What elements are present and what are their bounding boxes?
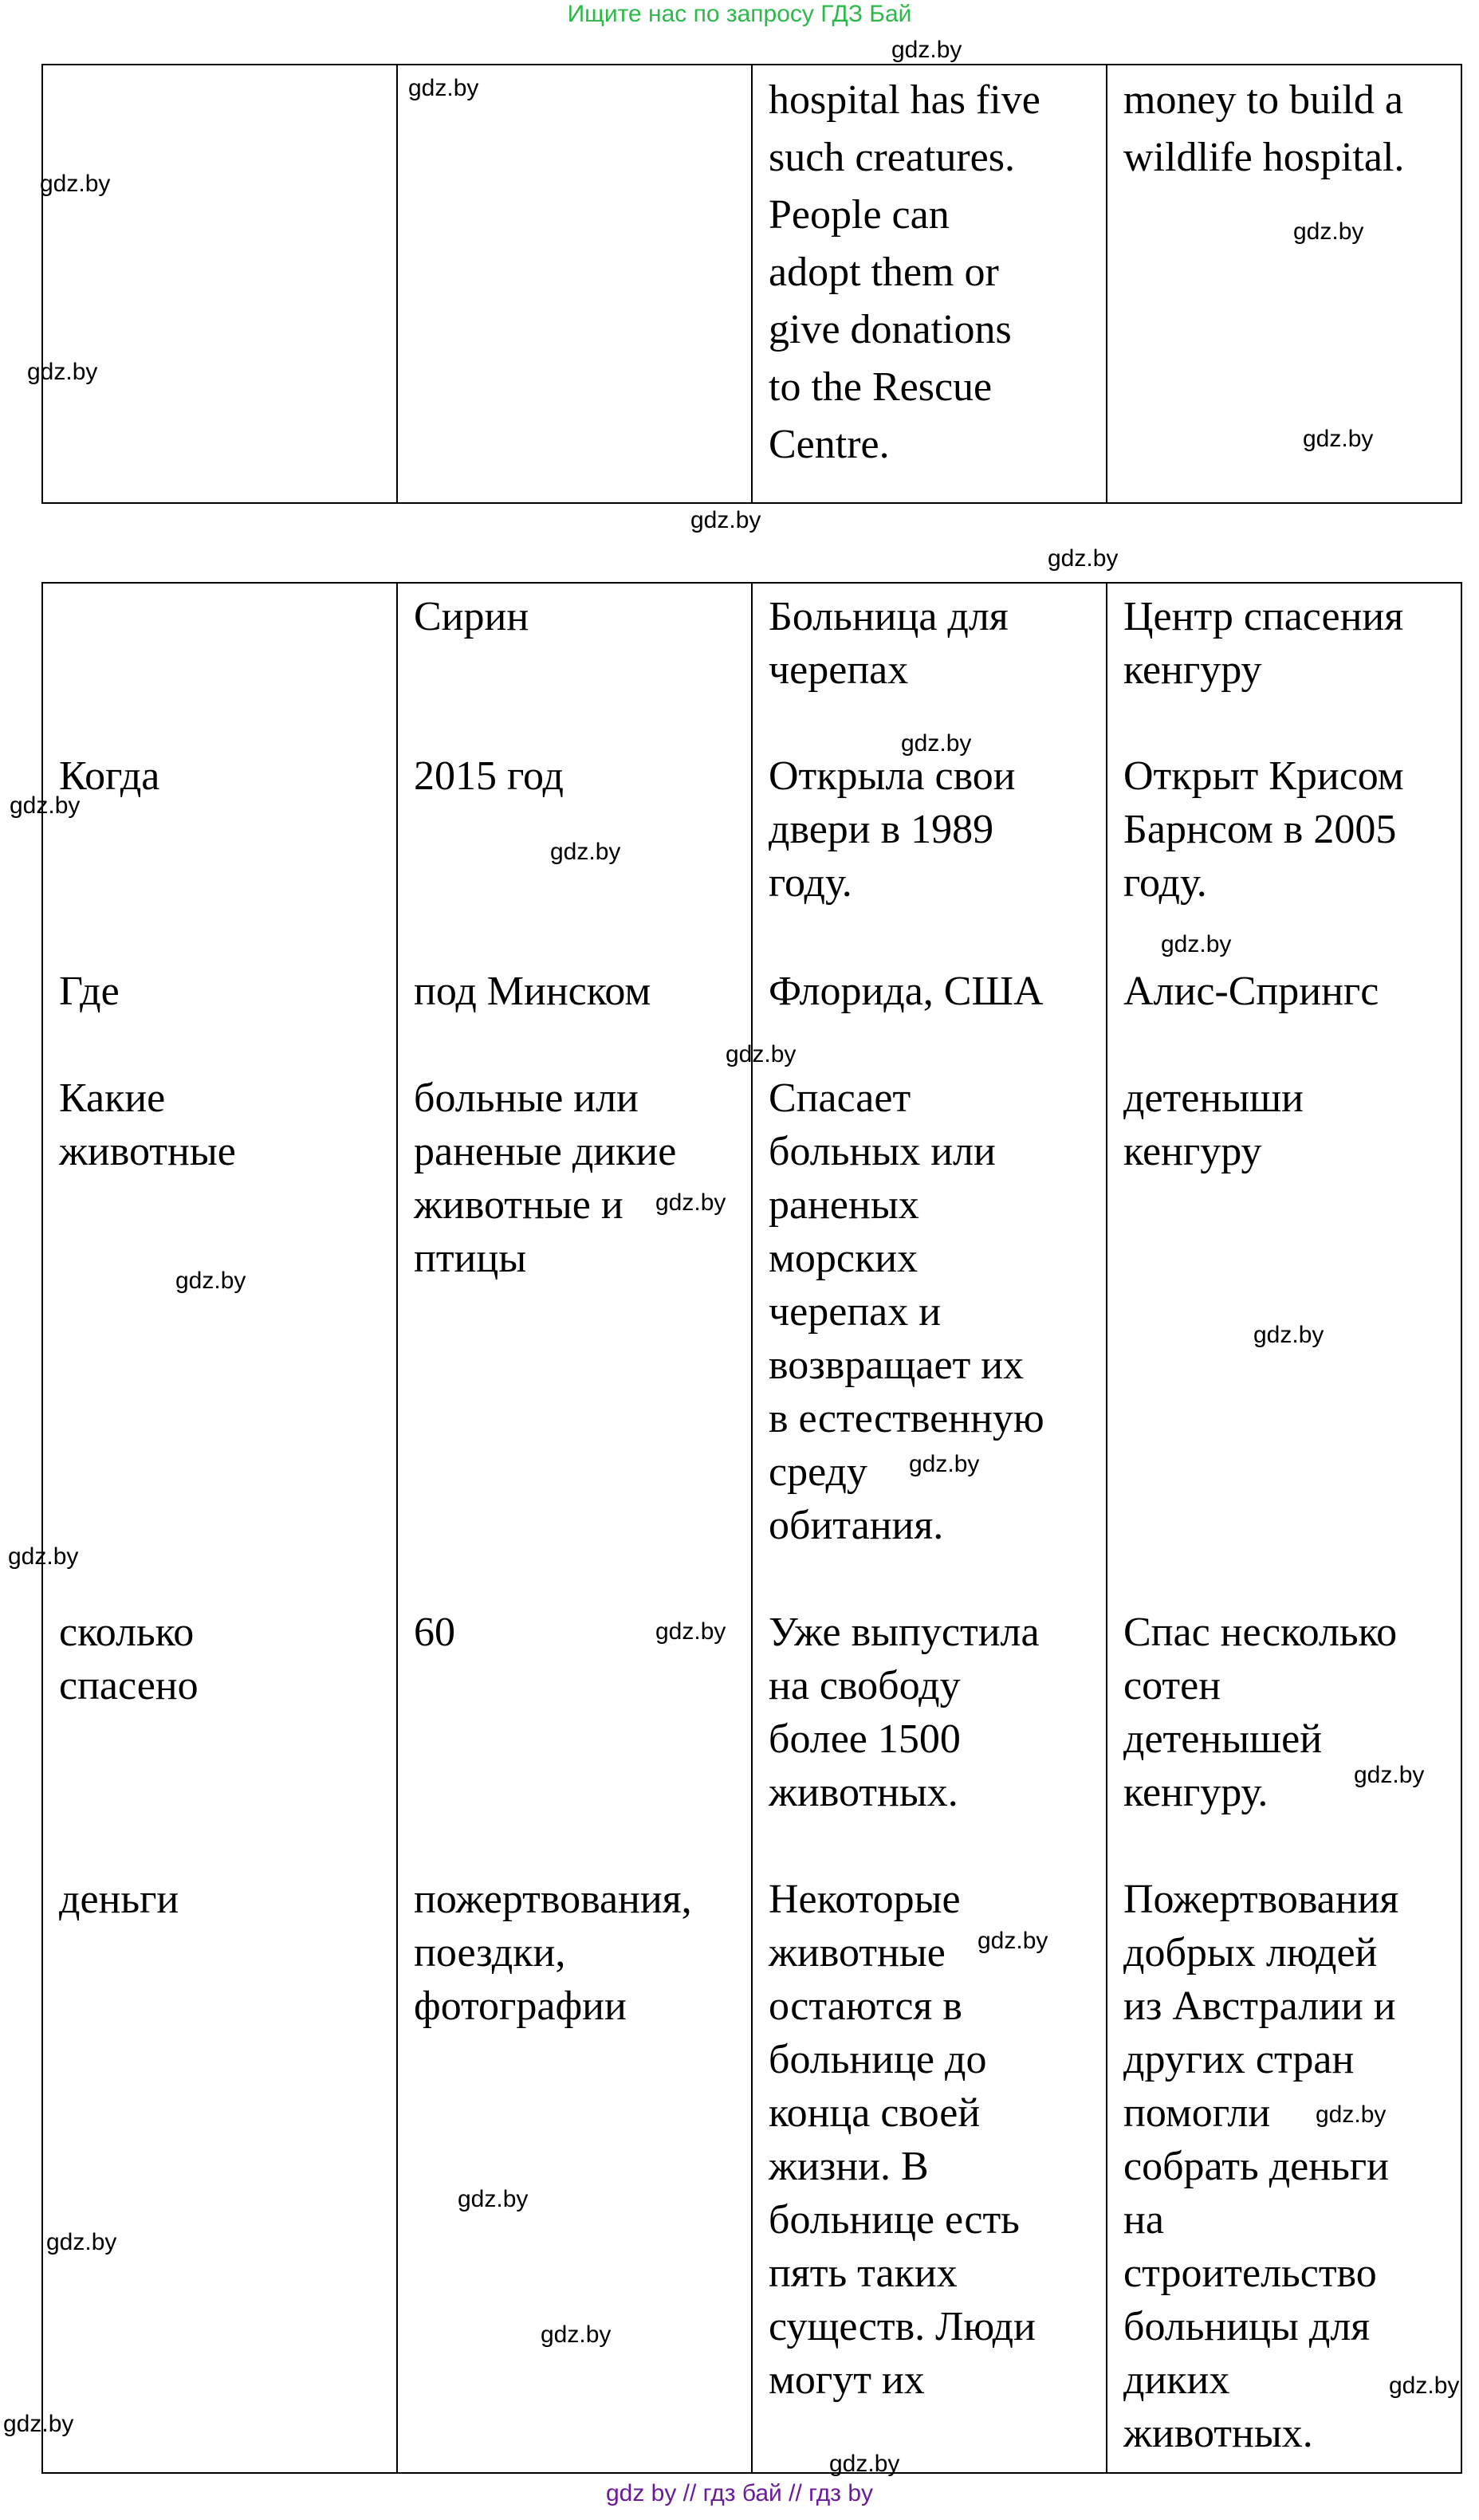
table-cell: больные или раненые дикие животные и птицы: [397, 1071, 752, 1606]
watermark: gdz.by: [458, 2186, 529, 2212]
watermark: gdz.by: [655, 1189, 726, 1216]
watermark: gdz.by: [40, 171, 111, 197]
watermark: gdz.by: [46, 2229, 117, 2255]
table-row: [42, 1873, 1461, 2473]
table-cell: Некоторые животные остаются в больнице до конца своей жизни. В больнице есть пять таких существ. Люди могут их: [752, 1873, 1107, 2473]
watermark: gdz.by: [550, 839, 621, 865]
table-cell: 60: [397, 1606, 752, 1873]
table-header-cell: Центр спасения кенгуру: [1107, 583, 1461, 749]
table-cell: Открыла свои двери в 1989 году.: [752, 749, 1107, 965]
watermark: gdz.by: [655, 1618, 726, 1645]
table-row: [42, 1606, 1461, 1873]
table-header-cell: [42, 583, 397, 749]
table-cell: сколько спасено: [42, 1606, 397, 1873]
watermark: gdz.by: [1354, 1762, 1425, 1788]
table-cell: Пожертвования добрых людей из Австралии и других стран помогли собрать деньги на строительство больницы для диких животных.: [1107, 1873, 1461, 2473]
table-cell: Спасает больных или раненых морских черепах и возвращает их в естественную среду обитания.: [752, 1071, 1107, 1606]
watermark: gdz.by: [977, 1928, 1048, 1954]
watermark: gdz.by: [3, 2411, 74, 2437]
table-row: [42, 1071, 1461, 1606]
watermark: gdz.by: [1048, 545, 1119, 572]
watermark: gdz.by: [690, 507, 761, 533]
table-cell: Открыт Крисом Барнсом в 2005 году.: [1107, 749, 1461, 965]
table-cell: Алис-Спрингс: [1107, 965, 1461, 1071]
watermark: gdz.by: [541, 2321, 612, 2348]
table-cell: деньги: [42, 1873, 397, 2473]
table-cell: hospital has five such creatures. People can adopt them or give donations to the Rescue Centre.: [752, 65, 1107, 503]
watermark: gdz.by: [829, 2451, 900, 2477]
table-cell: Флорида, США: [752, 965, 1107, 1071]
watermark: gdz.by: [901, 730, 972, 757]
table-header-cell: Сирин: [397, 583, 752, 749]
watermark: gdz.by: [175, 1268, 246, 1294]
watermark: gdz.by: [726, 1041, 797, 1067]
table-cell: детеныши кенгуру: [1107, 1071, 1461, 1606]
table-cell: Какие животные: [42, 1071, 397, 1606]
watermark: gdz.by: [1303, 426, 1374, 452]
watermark: gdz.by: [1389, 2373, 1460, 2399]
table-cell: пожертвования, поездки, фотографии: [397, 1873, 752, 2473]
table-cell: Уже выпустила на свободу более 1500 животных.: [752, 1606, 1107, 1873]
table-cell: [42, 65, 397, 503]
header-search-hint[interactable]: Ищите нас по запросу ГДЗ Бай: [567, 1, 912, 27]
watermark: gdz.by: [10, 792, 81, 819]
table-cell: money to build a wildlife hospital.: [1107, 65, 1461, 503]
watermark: gdz.by: [8, 1543, 79, 1570]
watermark: gdz.by: [408, 75, 479, 101]
footer-links[interactable]: gdz by // гдз бай // гдз by: [605, 2480, 874, 2506]
table-cell: Спас несколько сотен детенышей кенгуру.: [1107, 1606, 1461, 1873]
table-cell: 2015 год: [397, 749, 752, 965]
table-cell: Когда: [42, 749, 397, 965]
table-cell: Где: [42, 965, 397, 1071]
table-row: [42, 749, 1461, 965]
table-cell: [397, 65, 752, 503]
watermark: gdz.by: [27, 359, 98, 385]
table-header-row: [42, 583, 1461, 749]
comparison-table: [41, 582, 1462, 2474]
watermark: gdz.by: [909, 1451, 980, 1477]
watermark: gdz.by: [891, 37, 962, 63]
watermark: gdz.by: [1161, 931, 1232, 957]
table-header-cell: Больница для черепах: [752, 583, 1107, 749]
table-cell: под Минском: [397, 965, 752, 1071]
watermark: gdz.by: [1293, 218, 1364, 245]
watermark: gdz.by: [1253, 1322, 1324, 1348]
watermark: gdz.by: [1316, 2101, 1387, 2128]
answer-table-continuation: [41, 64, 1462, 504]
